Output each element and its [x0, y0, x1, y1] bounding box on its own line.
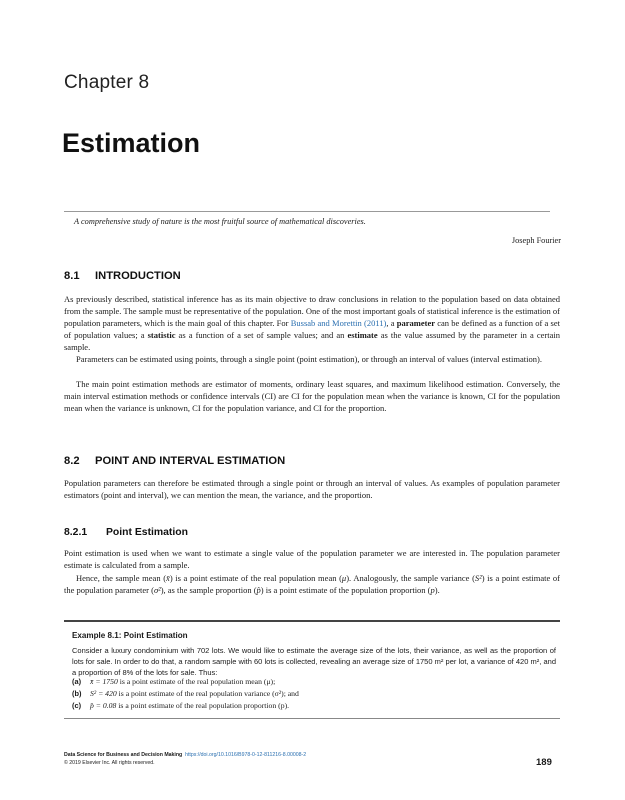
- point-estimation-paragraph-2: Hence, the sample mean (x̄) is a point estimate of the real population mean (μ). Analogously, the sample variance (S²) is a point estimate of the population parameter (σ²), as the sample proportion (p̂) is a point estimate of the population proportion (p).: [64, 573, 560, 595]
- intro-paragraph-3: The main point estimation methods are estimator of moments, ordinary least squares, and maximum likelihood estimation. Conversely, the main interval estimation methods or confidence intervals (CI) are CI for the population mean when the variance is known, CI for the population mean when the variance is unknown, CI for the population variance, and CI for the proportion.: [64, 379, 560, 413]
- chapter-title: Estimation: [62, 128, 201, 158]
- page-number: 189: [536, 757, 552, 768]
- section-title: POINT AND INTERVAL ESTIMATION: [95, 455, 286, 467]
- section-heading-8-2: [64, 455, 285, 467]
- footer-citation: [64, 752, 306, 758]
- example-text: Consider a luxury condominium with 702 lots. We would like to estimate the average size of the lots, their variance, as well as the proportion of lots for sale. In order to do that, a random sample with 60 lots is collected, revealing an average size of 1750 m² per lot, a variance of 420 m², and a proportion of 8% of the lots for sale. Thus:: [72, 646, 556, 677]
- intro-paragraph-2: Parameters can be estimated using points, through a single point (point estimation), or through an interval of values (interval estimation).: [76, 354, 542, 364]
- epigraph-divider: [64, 211, 550, 212]
- example-item-b: (b) S² = 420 is a point estimate of the real population variance (σ²); and: [72, 689, 299, 698]
- chapter-label: Chapter 8: [64, 72, 150, 93]
- example-item-c: (c) p̂ = 0.08 is a point estimate of the real population proportion (p).: [72, 701, 290, 710]
- section-number: 8.1: [64, 270, 80, 282]
- footer-doi-link[interactable]: https://doi.org/10.1016/B978-0-12-811216-8.00008-2: [185, 752, 307, 758]
- point-estimation-paragraph-1: Point estimation is used when we want to estimate a single value of the population parameter we are interested in. The population parameter estimate is calculated from a sample.: [64, 548, 560, 570]
- footer-book-title: Data Science for Business and Decision Making: [64, 752, 183, 758]
- subsection-title: Point Estimation: [106, 527, 188, 538]
- subsection-number: 8.2.1: [64, 527, 88, 538]
- epigraph-author: Joseph Fourier: [511, 236, 561, 245]
- section-title: INTRODUCTION: [95, 270, 181, 282]
- citation-link[interactable]: Bussab and Morettin (2011): [290, 318, 387, 328]
- section-heading-8-1: [64, 270, 181, 282]
- example-title: Example 8.1: Point Estimation: [72, 631, 188, 640]
- subsection-heading-8-2-1: [64, 527, 188, 538]
- intro-paragraph-1: As previously described, statistical inference has as its main objective to draw conclusions in relation to the population based on data obtained from the sample. The sample must be representative of the population. One of the most important goals of statistical inference is the estimation of population parameters, which is the main goal of this chapter. For Bussab and Morettin (2011), a parameter can be defined as a function of a set of population values; a statistic as a function of a set of sample values; and an estimate as the value assumed by the parameter in a certain sample.: [64, 294, 560, 352]
- section-8-2-paragraph: Population parameters can therefore be estimated through a single point or through an interval of values. As examples of population parameter estimators (point and interval), we can mention the mean, the variance, and the proportion.: [64, 478, 560, 500]
- example-item-a: (a) x̄ = 1750 is a point estimate of the real population mean (μ);: [72, 677, 276, 686]
- section-number: 8.2: [64, 455, 80, 467]
- footer-copyright: © 2019 Elsevier Inc. All rights reserved.: [64, 760, 155, 766]
- epigraph-quote: A comprehensive study of nature is the most fruitful source of mathematical discoveries.: [74, 217, 366, 226]
